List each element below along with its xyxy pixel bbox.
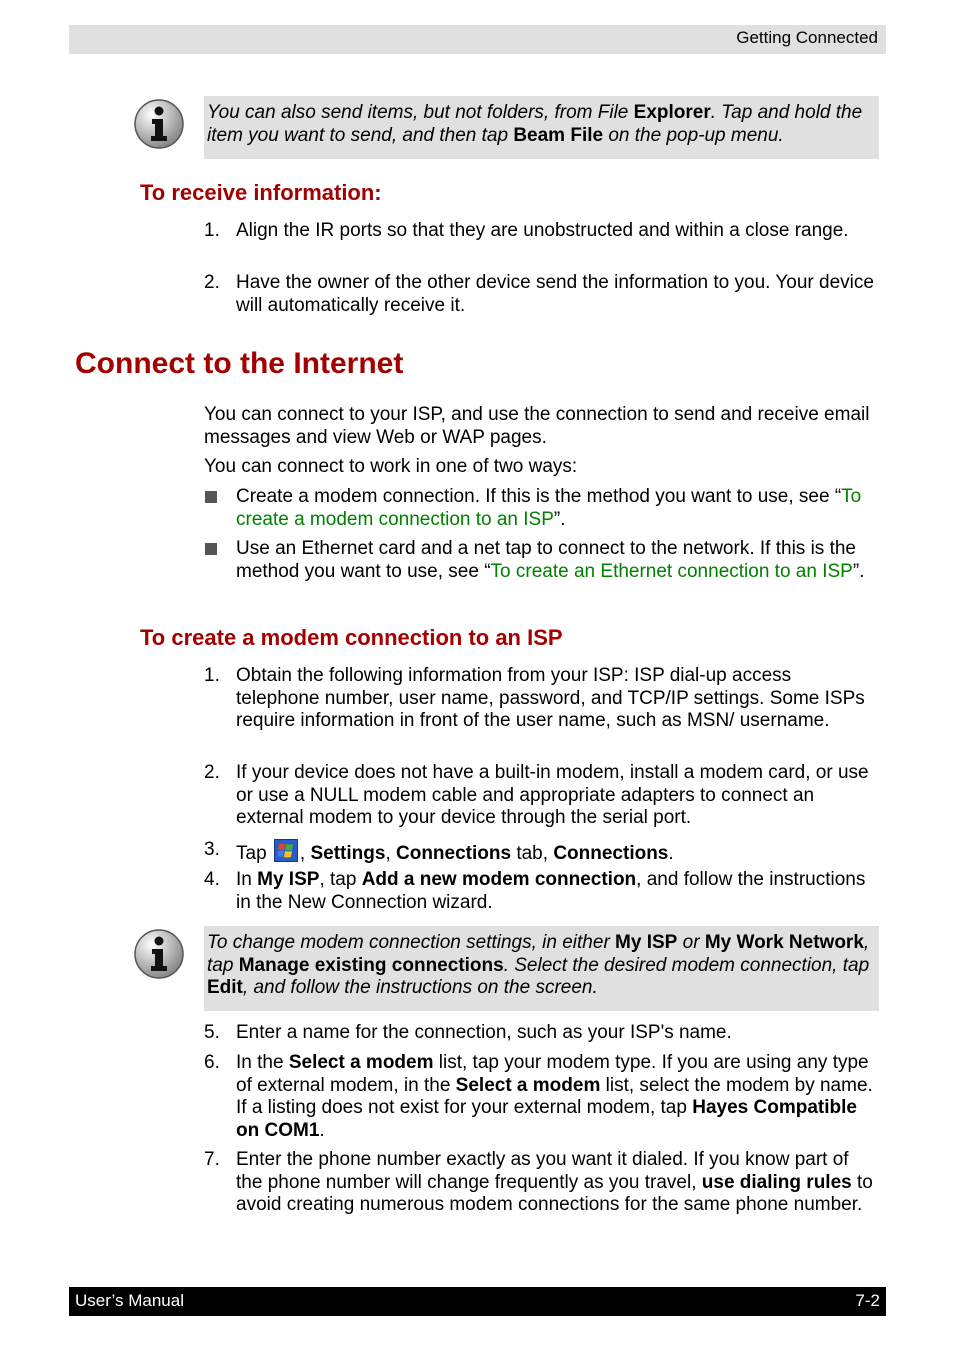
note-text: . Tap and hold the item you want to send, and then tap	[207, 102, 863, 146]
header-title: Getting Connected	[736, 28, 878, 47]
note-box	[204, 926, 879, 1011]
note-bold: Manage existing connections	[238, 954, 504, 976]
ui-term: Connections	[396, 843, 512, 864]
page-number: 7-2	[855, 1291, 880, 1310]
info-icon	[133, 98, 185, 150]
note-bold: My ISP	[615, 932, 678, 953]
ui-term: Select a modem	[288, 1052, 434, 1073]
item-text: Align the IR ports so that they are unobstructed and within a close range.	[236, 220, 849, 241]
page-footer	[69, 1287, 886, 1316]
item-text: to avoid creating numerous modem connections for the same phone number.	[236, 1171, 873, 1215]
list-item	[204, 1022, 879, 1046]
list-item	[204, 1149, 879, 1241]
item-text: .	[319, 1119, 325, 1141]
chapter-heading: Connect to the Internet	[75, 347, 404, 380]
bullet-text: ”.	[852, 560, 865, 582]
item-text: , and follow the instructions in the New Connection wizard.	[236, 869, 866, 913]
paragraph: You can connect to your ISP, and use the connection to send and receive email messages and view Web or WAP pages.	[204, 404, 870, 448]
bullet-square	[205, 491, 217, 503]
note-text: , tap	[207, 932, 870, 976]
list-item	[204, 869, 879, 915]
item-number: 2.	[204, 272, 220, 293]
item-text: list, select the modem by name. If a listing does not exist for your external modem, tap	[236, 1074, 873, 1118]
ui-term: Add a new modem connection	[361, 869, 637, 890]
note-bold: Edit	[207, 977, 243, 998]
item-number: 7.	[204, 1149, 220, 1170]
note-box	[204, 96, 879, 159]
bullet-text: ”.	[553, 508, 566, 530]
ui-term: My ISP	[257, 869, 320, 890]
item-text: list, tap your modem type. If you are using any type of external modem, in the	[236, 1052, 869, 1096]
bullet-square	[205, 543, 217, 555]
list-item	[204, 762, 879, 832]
section-heading: To receive information:	[140, 180, 382, 205]
item-number: 3.	[204, 839, 220, 860]
item-number: 4.	[204, 869, 220, 890]
list-item	[204, 839, 879, 863]
bullet-item	[204, 538, 879, 608]
info-icon	[133, 928, 185, 980]
note-text: . Select the desired modem connection, tap	[503, 954, 870, 976]
list-item	[204, 220, 879, 266]
item-text: In	[236, 869, 258, 890]
item-text: tab,	[511, 843, 554, 864]
windows-start-icon[interactable]	[274, 839, 298, 862]
page-header	[69, 25, 886, 54]
list-item	[204, 1052, 879, 1144]
item-text: Obtain the following information from your ISP: ISP dial-up access telephone number, user name, password, and TCP/IP settings. Some ISPs require information in front of the user name, such as MSN/ username.	[236, 665, 865, 731]
ui-term: Connections	[553, 843, 669, 864]
item-text: , tap	[319, 869, 362, 890]
list-item	[204, 665, 879, 757]
note-text: on the pop-up menu.	[603, 124, 784, 146]
item-text: If your device does not have a built-in modem, install a modem card, or use or use a NULL modem cable and appropriate adapters to connect an external modem to your device through the serial port.	[236, 762, 869, 828]
cross-reference-link[interactable]: To create a modem connection to an ISP	[236, 486, 862, 530]
note-bold: Explorer	[633, 102, 711, 123]
paragraph: You can connect to work in one of two ways:	[204, 456, 578, 477]
item-text: Enter a name for the connection, such as your ISP's name.	[236, 1022, 732, 1043]
bullet-text: Use an Ethernet card and a net tap to connect to the network. If this is the method you want to use, see “	[236, 538, 856, 582]
item-text: .	[668, 843, 674, 864]
item-number: 1.	[204, 220, 220, 241]
section-heading: To create a modem connection to an ISP	[140, 625, 563, 650]
bullet-text: Create a modem connection. If this is the method you want to use, see “	[236, 486, 842, 507]
note-text: You can also send items, but not folders, from File	[207, 102, 634, 123]
footer-manual-title: User’s Manual	[75, 1291, 184, 1310]
ui-term: Settings	[310, 843, 386, 864]
note-bold: My Work Network	[704, 932, 864, 953]
item-number: 1.	[204, 665, 220, 686]
cross-reference-link[interactable]: To create an Ethernet connection to an ISP	[490, 560, 853, 582]
list-item	[204, 272, 879, 318]
note-bold: Beam File	[513, 124, 604, 146]
item-text: Have the owner of the other device send the information to you. Your device will automatically receive it.	[236, 272, 874, 316]
item-number: 5.	[204, 1022, 220, 1043]
item-text: ,	[299, 843, 311, 864]
ui-term: use dialing rules	[701, 1171, 852, 1193]
note-text: , and follow the instructions on the screen.	[242, 977, 598, 998]
note-text: or	[677, 932, 705, 953]
item-number: 2.	[204, 762, 220, 783]
item-number: 6.	[204, 1052, 220, 1073]
item-text: ,	[385, 843, 396, 864]
ui-term: Select a modem	[455, 1074, 601, 1096]
item-text: Tap	[236, 843, 272, 864]
item-text: Enter the phone number exactly as you want it dialed. If you know part of the phone number will change frequently as you travel,	[236, 1149, 849, 1193]
bullet-item	[204, 486, 879, 532]
note-text: To change modem connection settings, in either	[207, 932, 616, 953]
item-text: In the	[236, 1052, 289, 1073]
ui-term: Hayes Compatible on COM1	[236, 1097, 857, 1141]
